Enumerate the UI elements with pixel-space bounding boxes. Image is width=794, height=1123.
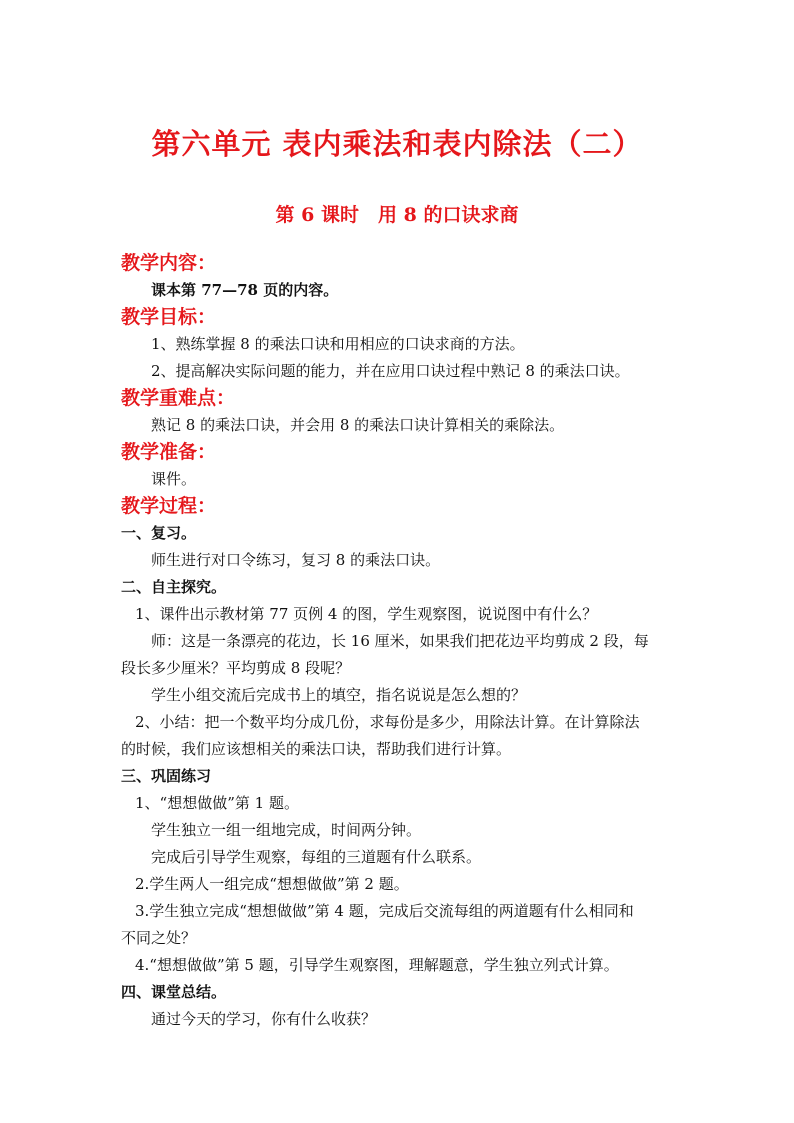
explore-line: 2、小结：把一个数平均分成几份，求每份是多少，用除法计算。在计算除法 xyxy=(135,713,640,731)
practice-heading: 三、巩固练习 xyxy=(121,767,212,785)
goal-item-1: 1、熟练掌握 8 的乘法口诀和用相应的口诀求商的方法。 xyxy=(151,335,525,353)
summary-text: 通过今天的学习，你有什么收获？ xyxy=(151,1010,377,1028)
summary-heading: 四、课堂总结。 xyxy=(121,983,227,1001)
lesson-subtitle: 第 6 课时 用 8 的口诀求商 xyxy=(275,204,519,226)
unit-title: 第六单元 表内乘法和表内除法（二） xyxy=(151,127,643,161)
goal-item-2: 2、提高解决实际问题的能力，并在应用口诀过程中熟记 8 的乘法口诀。 xyxy=(151,362,630,380)
practice-line: 1、“想想做做”第 1 题。 xyxy=(135,794,299,812)
process-heading: 教学过程： xyxy=(121,495,217,517)
key-points-heading: 教学重难点： xyxy=(121,387,236,409)
explore-line: 1、课件出示教材第 77 页例 4 的图，学生观察图，说说图中有什么？ xyxy=(135,605,598,623)
goals-heading: 教学目标： xyxy=(121,306,217,328)
review-text: 师生进行对口令练习，复习 8 的乘法口诀。 xyxy=(151,551,441,569)
review-heading: 一、复习。 xyxy=(121,524,197,542)
practice-line: 不同之处？ xyxy=(121,929,197,947)
practice-line: 学生独立一组一组地完成，时间两分钟。 xyxy=(151,821,422,839)
explore-line: 师：这是一条漂亮的花边，长 16 厘米，如果我们把花边平均剪成 2 段，每 xyxy=(151,632,649,650)
document-body xyxy=(121,250,681,1033)
explore-line: 段长多少厘米？平均剪成 8 段呢？ xyxy=(121,659,351,677)
content-heading: 教学内容： xyxy=(121,252,217,274)
preparation-text: 课件。 xyxy=(151,470,197,488)
key-points-text: 熟记 8 的乘法口诀，并会用 8 的乘法口诀计算相关的乘除法。 xyxy=(151,416,565,434)
practice-line: 完成后引导学生观察，每组的三道题有什么联系。 xyxy=(151,848,482,866)
explore-heading: 二、自主探究。 xyxy=(121,578,227,596)
practice-line: 3.学生独立完成“想想做做”第 4 题，完成后交流每组的两道题有什么相同和 xyxy=(135,902,634,920)
explore-line: 学生小组交流后完成书上的填空，指名说说是怎么想的？ xyxy=(151,686,527,704)
explore-line: 的时候，我们应该想相关的乘法口诀，帮助我们进行计算。 xyxy=(121,740,512,758)
preparation-heading: 教学准备： xyxy=(121,441,217,463)
practice-line: 4.“想想做做”第 5 题，引导学生观察图，理解题意，学生独立列式计算。 xyxy=(135,956,619,974)
content-text: 课本第 77—78 页的内容。 xyxy=(151,281,339,299)
practice-line: 2.学生两人一组完成“想想做做”第 2 题。 xyxy=(135,875,409,893)
